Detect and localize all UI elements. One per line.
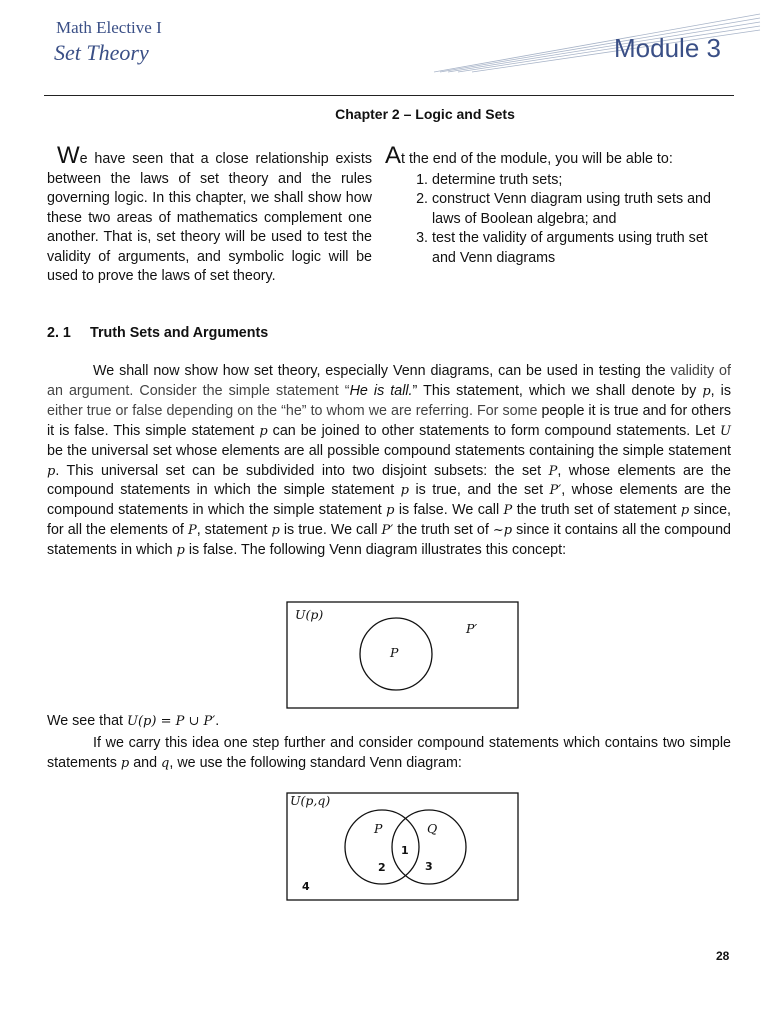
math-var: p [47,463,56,479]
dropcap-w: W [57,142,80,169]
venn-diagram-two-sets [286,792,520,902]
header-course: Math Elective I [56,18,162,37]
intro-right-column [385,142,735,268]
math-var: p [386,503,395,519]
text-run: the truth set of [393,522,493,539]
equation: U(p) = P ∪ P′ [127,714,216,729]
math-var: P [548,463,558,479]
header-module: Module 3 [614,33,721,63]
text-run: ” This statement, which we shall denote by [412,382,703,399]
set-q-label: Q [427,821,438,836]
objectives-lead [385,142,735,170]
math-var: p [176,543,185,559]
text-run: , whose elements are the compound statements in which the simple statement [47,482,731,519]
chapter-title: Chapter 2 – Logic and Sets [335,106,515,122]
math-var: P′ [381,523,394,539]
text-run: . This universal set can be subdivided into two disjoint subsets: the set [55,462,549,479]
text-run: either true or false depending on the “he” to whom we are referring. For some [47,402,538,419]
math-var: p [259,423,268,439]
text-run: is true. We call [279,522,382,539]
math-var: p [271,523,280,539]
section-number: 2. 1 [47,325,71,341]
text-run: is false. We call [394,502,504,519]
text-run: , we use the following standard Venn diagram: [169,754,462,771]
complement-label: P′ [466,621,478,636]
objective-item: 1. determine truth sets; [432,171,735,191]
math-var: p [680,503,690,519]
text-run: . [215,713,220,729]
region-label: 2 [378,861,386,874]
section-title: Truth Sets and Arguments [90,325,269,341]
math-var: q [161,755,170,771]
text-run: is true, and the set [408,482,550,499]
text-run: since, for all the elements of [47,502,731,539]
intro-left-text: e have seen that a close relationship exists between the laws of set theory and the rules governing logic. In this chapter, we shall show how these two areas of mathematics complement one another. That is, set theory will be used to test the validity of arguments, and symbolic logic will be used to prove the laws of set theory. [47,151,372,284]
math-var: P′ [549,483,562,499]
paragraph-two-statements [47,734,731,774]
text-run: We see that [47,713,128,729]
dropcap-a: A [385,142,402,169]
text-run: validity of an argument. Consider the simple statement “ [47,363,731,399]
text-run: people it is true and for others it is false. This simple statement [47,402,731,439]
math-var: p [120,755,130,771]
section-heading [47,325,268,341]
venn-diagram-single [286,601,520,709]
math-var: p [702,383,711,399]
math-var: U [720,423,731,439]
region-label: 1 [401,844,409,857]
objective-item: 2. construct Venn diagram using truth sets and laws of Boolean algebra; and [432,190,735,229]
text-run: and [129,754,162,771]
set-p-label: P [374,821,383,836]
text-run: We shall now show how set theory, especially Venn diagrams, can be used in testing the [93,363,666,379]
paragraph-truth-sets [47,362,731,561]
header-title: Set Theory [54,40,149,65]
region-label: 4 [302,880,310,893]
text-run: If we carry this idea one step further and consider compound statements which contains two simple statements [47,735,731,771]
objective-item: 3. test the validity of arguments using truth set and Venn diagrams [432,229,735,268]
set-p-label: P [390,645,399,660]
text-run: , statement [196,522,272,539]
intro-left-column [47,142,372,287]
region-label: 3 [425,860,433,873]
universe-label: U(p,q) [290,793,331,808]
text-run: be the universal set whose elements are all possible compound statements containing the simple statement [47,442,731,459]
math-var: P [503,503,513,519]
header-rule [44,95,734,96]
math-var: p [400,483,409,499]
text-run: the truth set of statement [512,502,681,519]
objectives-lead-text: t the end of the module, you will be able to: [401,151,673,167]
text-run: is false. The following Venn diagram illustrates this concept: [184,542,567,559]
math-var: P [187,523,197,539]
math-var: ~p [492,523,513,539]
universe-label: U(p) [295,607,324,622]
equation-line [47,713,219,729]
objectives-list [385,171,735,269]
text-run: , is [710,382,731,399]
page-number: 28 [716,949,730,963]
quote-he-is-tall: He is tall. [349,382,413,399]
text-run: can be joined to other statements to form compound statements. Let [267,422,721,439]
text-run: since it contains all the compound statements in which [47,522,731,559]
text-run: , whose elements are the compound statements in which the simple statement [47,462,731,499]
